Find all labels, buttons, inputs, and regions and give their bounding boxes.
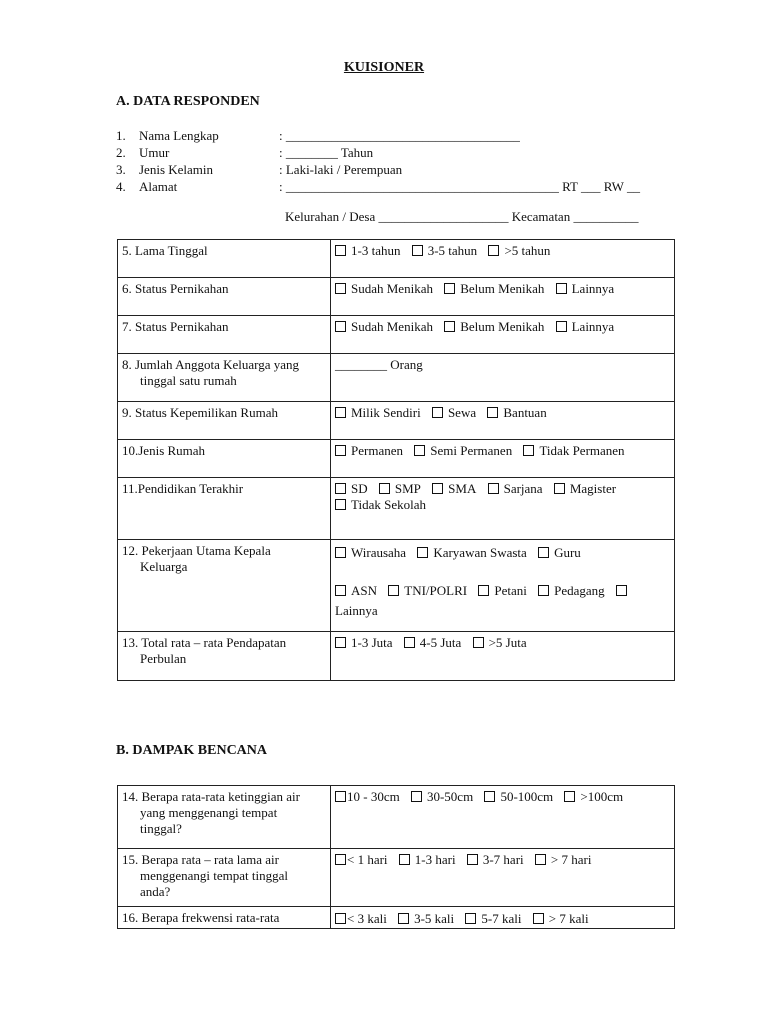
option-label: >5 tahun [504, 243, 551, 258]
option[interactable] [554, 481, 616, 496]
option[interactable] [432, 481, 476, 496]
name-field[interactable]: : ____________________________________ [279, 128, 520, 143]
checkbox-icon[interactable] [412, 245, 423, 256]
option[interactable] [488, 481, 543, 496]
checkbox-icon[interactable] [467, 854, 478, 865]
field-label: Alamat [139, 179, 178, 194]
question-label-continued: Perbulan [140, 651, 187, 666]
options-cell [331, 354, 675, 402]
option[interactable] [404, 635, 462, 650]
checkbox-icon[interactable] [487, 407, 498, 418]
option[interactable] [538, 545, 581, 560]
option-label: Tidak Permanen [539, 443, 625, 458]
option[interactable] [398, 911, 454, 926]
table-row [118, 786, 675, 849]
option-label: Lainnya [335, 603, 378, 618]
field-label: Jenis Kelamin [139, 162, 214, 177]
checkbox-icon[interactable] [523, 445, 534, 456]
option-label: < 3 kali [347, 911, 387, 926]
question-cell [118, 849, 331, 907]
question-label: 10.Jenis Rumah [122, 443, 206, 458]
option-label: Sarjana [503, 481, 543, 496]
address-field[interactable]: : __________________________________________ RT ___ RW __ [279, 179, 640, 194]
checkbox-icon[interactable] [556, 283, 567, 294]
options-cell [331, 786, 675, 849]
option-label: Pedagang [554, 583, 605, 598]
options-cell [331, 849, 675, 907]
checkbox-icon[interactable] [488, 483, 499, 494]
option[interactable] [432, 405, 476, 420]
option[interactable] [523, 443, 624, 458]
option[interactable] [444, 319, 544, 334]
question-cell [118, 632, 331, 681]
checkbox-icon[interactable] [335, 445, 346, 456]
option-label: 3-5 kali [414, 911, 455, 926]
question-label: 6. Status Pernikahan [122, 281, 229, 296]
option-label: < 1 hari [347, 852, 388, 867]
option[interactable] [488, 243, 550, 258]
question-label-continued: yang menggenangi tempat [140, 805, 278, 820]
question-label: 12. Pekerjaan Utama Kepala [122, 543, 271, 558]
checkbox-icon[interactable] [538, 547, 549, 558]
option[interactable] [335, 635, 393, 650]
question-label-continued: tinggal? [140, 821, 182, 836]
checkbox-icon[interactable] [335, 321, 346, 332]
option[interactable] [335, 497, 426, 512]
question-cell [118, 240, 331, 278]
options-cell [331, 478, 675, 540]
item-number: 1. [116, 128, 126, 143]
option[interactable] [535, 852, 592, 867]
option[interactable] [411, 789, 473, 804]
table-row [118, 316, 675, 354]
checkbox-icon[interactable] [399, 854, 410, 865]
section-b-heading: B. DAMPAK BENCANA [116, 743, 268, 758]
checkbox-icon[interactable] [417, 547, 428, 558]
checkbox-icon[interactable] [616, 585, 627, 596]
option[interactable] [538, 583, 605, 598]
checkbox-icon[interactable] [335, 245, 346, 256]
question-cell [118, 786, 331, 849]
option-label: Permanen [351, 443, 403, 458]
option-label: SMA [448, 481, 477, 496]
options-cell [331, 632, 675, 681]
page-title: KUISIONER [343, 60, 425, 75]
option-label: 4-5 Juta [419, 635, 462, 650]
item-number: 2. [116, 145, 126, 160]
options-cell [331, 440, 675, 478]
option[interactable] [335, 243, 400, 258]
question-label: 7. Status Pernikahan [122, 319, 229, 334]
table-row [118, 632, 675, 681]
option[interactable] [414, 443, 512, 458]
option[interactable] [335, 405, 421, 420]
option-label: Sudah Menikah [351, 319, 433, 334]
checkbox-icon[interactable] [335, 407, 346, 418]
option-label: Belum Menikah [460, 319, 545, 334]
checkbox-icon[interactable] [411, 791, 422, 802]
table-row [118, 440, 675, 478]
question-label-continued: Keluarga [140, 559, 188, 574]
option[interactable] [556, 281, 615, 296]
question-cell [118, 440, 331, 478]
option[interactable] [335, 852, 388, 867]
checkbox-icon[interactable] [554, 483, 565, 494]
checkbox-icon[interactable] [432, 483, 443, 494]
question-cell [118, 278, 331, 316]
question-cell [118, 316, 331, 354]
checkbox-icon[interactable] [398, 913, 409, 924]
checkbox-icon[interactable] [488, 245, 499, 256]
option[interactable] [335, 481, 368, 496]
table-row [118, 240, 675, 278]
option-label: 3-7 hari [482, 852, 524, 867]
field-label: Nama Lengkap [139, 128, 219, 143]
table-row [118, 278, 675, 316]
checkbox-icon[interactable] [484, 791, 495, 802]
question-cell [118, 907, 331, 929]
checkbox-icon[interactable] [379, 483, 390, 494]
count-field[interactable]: ________ Orang [335, 357, 423, 372]
option-label: 50-100cm [500, 789, 554, 804]
question-cell [118, 540, 331, 632]
option-label: 30-50cm [426, 789, 474, 804]
options-cell [331, 278, 675, 316]
option-label: > 7 hari [550, 852, 592, 867]
item-number: 4. [116, 179, 126, 194]
checkbox-icon[interactable] [335, 791, 346, 802]
question-label: 5. Lama Tinggal [122, 243, 208, 258]
checkbox-icon[interactable] [414, 445, 425, 456]
address-line-2[interactable]: Kelurahan / Desa ____________________ Kecamatan __________ [285, 209, 639, 224]
options-cell [331, 402, 675, 440]
checkbox-icon[interactable] [335, 499, 346, 510]
option-label: 3-5 tahun [427, 243, 478, 258]
option[interactable] [388, 583, 467, 598]
options-cell [331, 240, 675, 278]
option[interactable] [556, 319, 615, 334]
option[interactable] [335, 319, 433, 334]
checkbox-icon[interactable] [444, 283, 455, 294]
option-label: ASN [351, 583, 378, 598]
question-label-continued: anda? [140, 884, 171, 899]
question-label: 11.Pendidikan Terakhir [122, 481, 244, 496]
option-label: >100cm [580, 789, 624, 804]
option-label: 1-3 tahun [351, 243, 401, 258]
option-label: Semi Permanen [430, 443, 513, 458]
table-row [118, 402, 675, 440]
option[interactable] [417, 545, 527, 560]
option[interactable] [533, 911, 589, 926]
options-cell [331, 316, 675, 354]
checkbox-icon[interactable] [404, 637, 415, 648]
disaster-impact-table [117, 785, 675, 929]
question-cell [118, 354, 331, 402]
option[interactable] [399, 852, 456, 867]
question-label: 9. Status Kepemilikan Rumah [122, 405, 278, 420]
option[interactable] [335, 789, 400, 804]
option-label: Milik Sendiri [351, 405, 421, 420]
checkbox-icon[interactable] [335, 913, 346, 924]
option-label: Tidak Sekolah [351, 497, 426, 512]
checkbox-icon[interactable] [335, 283, 346, 294]
option-label: Lainnya [571, 281, 615, 296]
checkbox-icon[interactable] [533, 913, 544, 924]
question-label-continued: tinggal satu rumah [140, 373, 237, 388]
table-row [118, 849, 675, 907]
option[interactable] [465, 911, 521, 926]
option-label: Guru [554, 545, 581, 560]
question-label: 14. Berapa rata-rata ketinggian air [122, 789, 300, 804]
option[interactable] [335, 281, 433, 296]
question-label: 16. Berapa frekwensi rata-rata [122, 910, 280, 925]
option-label: 10 - 30cm [347, 789, 400, 804]
option-label: Wirausaha [351, 545, 407, 560]
option-label: Sewa [447, 405, 477, 420]
option[interactable] [564, 789, 623, 804]
option-label: 1-3 hari [414, 852, 456, 867]
option[interactable] [478, 583, 527, 598]
question-cell [118, 478, 331, 540]
option-label: 5-7 kali [481, 911, 522, 926]
checkbox-icon[interactable] [473, 637, 484, 648]
option-label: Magister [569, 481, 617, 496]
item-number: 3. [116, 162, 126, 177]
gender-field[interactable]: : Laki-laki / Perempuan [279, 162, 403, 177]
table-row [118, 907, 675, 929]
checkbox-icon[interactable] [335, 637, 346, 648]
options-cell [331, 907, 675, 929]
option[interactable] [484, 789, 553, 804]
option-label: > 7 kali [548, 911, 589, 926]
checkbox-icon[interactable] [478, 585, 489, 596]
checkbox-icon[interactable] [335, 585, 346, 596]
checkbox-icon[interactable] [564, 791, 575, 802]
options-cell [331, 540, 675, 632]
option[interactable] [335, 911, 387, 926]
option[interactable] [335, 545, 406, 560]
checkbox-icon[interactable] [556, 321, 567, 332]
checkbox-icon[interactable] [335, 854, 346, 865]
option[interactable] [473, 635, 527, 650]
section-a-heading: A. DATA RESPONDEN [116, 94, 260, 109]
checkbox-icon[interactable] [388, 585, 399, 596]
option-label: SMP [394, 481, 421, 496]
option-label: Sudah Menikah [351, 281, 433, 296]
option-label: SD [351, 481, 368, 496]
table-row [118, 478, 675, 540]
option-label: Karyawan Swasta [433, 545, 527, 560]
option[interactable] [335, 583, 377, 598]
checkbox-icon[interactable] [335, 483, 346, 494]
checkbox-icon[interactable] [535, 854, 546, 865]
checkbox-icon[interactable] [432, 407, 443, 418]
respondent-questions-table [117, 239, 675, 681]
option-label: TNI/POLRI [404, 583, 468, 598]
option[interactable] [335, 443, 403, 458]
checkbox-icon[interactable] [444, 321, 455, 332]
checkbox-icon[interactable] [465, 913, 476, 924]
question-label: 8. Jumlah Anggota Keluarga yang [122, 357, 300, 372]
option-label: 1-3 Juta [351, 635, 393, 650]
question-cell [118, 402, 331, 440]
age-field[interactable]: : ________ Tahun [279, 145, 374, 160]
table-row [118, 540, 675, 632]
field-label: Umur [139, 145, 170, 160]
checkbox-icon[interactable] [538, 585, 549, 596]
option[interactable] [412, 243, 477, 258]
table-row [118, 354, 675, 402]
option[interactable] [444, 281, 544, 296]
checkbox-icon[interactable] [335, 547, 346, 558]
option[interactable] [379, 481, 421, 496]
option-label: Petani [494, 583, 527, 598]
option[interactable] [487, 405, 546, 420]
question-label: 13. Total rata – rata Pendapatan [122, 635, 287, 650]
question-label-continued: menggenangi tempat tinggal [140, 868, 289, 883]
option-label: Lainnya [571, 319, 615, 334]
option-label: Belum Menikah [460, 281, 545, 296]
option-label: Bantuan [503, 405, 547, 420]
question-label: 15. Berapa rata – rata lama air [122, 852, 279, 867]
option[interactable] [467, 852, 524, 867]
option-label: >5 Juta [488, 635, 527, 650]
